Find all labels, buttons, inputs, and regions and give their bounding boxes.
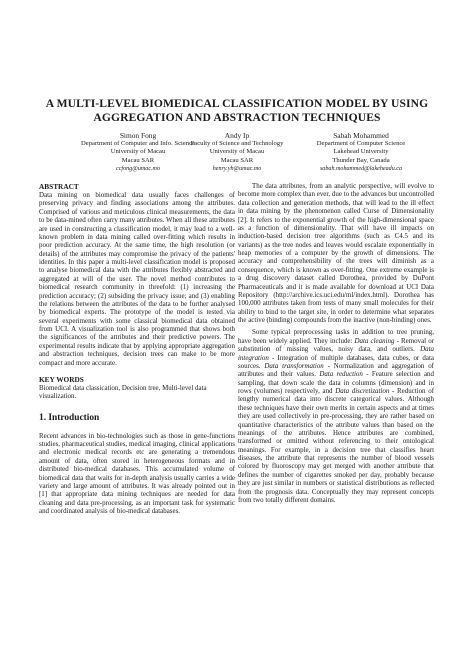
term-data-integration: Data integration [238,345,434,362]
keywords-heading: KEY WORDS [39,374,84,384]
para2-text-6: - Reduction of lengthy numerical data into discrete categorical values. Although these techniques have their own merits in certain aspects and at times they are used collectively in pre-processing, they are rather based on quantitative characteristics of the attribute values than based on the meanings of the attributes. Hence attributes are combined, transformed or omitted without referencing to their ontological meanings. For example, in a decision tree that classifies heart diseases, the attribute that represents the number of blood vessels colored by fluoroscopy may get merged with another attribute that defines the number of cigarettes smoked per day, probably because they are just similar in numbers or statistical distributions as reflected from the prognosis data. Conceptually they may represent concepts from two totally different domains. [238,387,435,504]
para2-text-3: - Integration of multiple databases, data cubes, or data sources. [238,353,434,370]
author-3 [286,131,436,173]
para2-text-2: - Removal or substitution of missing values, noisy data, and outliers. [238,336,434,354]
para2-text-5: - Feature selection and sampling, that down scale the data in columns (dimension) and in rows (volumes) respectively, and [238,370,434,395]
right-column [238,182,434,504]
keywords-block [39,375,235,401]
body-paragraph-2 [238,328,434,504]
author-department: Faculty of Science and Technology [190,140,284,147]
intro-text: Recent advances in bio-technologies such as those in gene-functions studies, pharmaceutical studies, medical imaging, clinical applications and electronic medical records etc are generating a tremendous amount of data, often stored in heterogeneous formats and in distributed bio-medical databases. This accumulated volume of biomedical data that waits for in-depth analysis usually carries a wide variety and large amount of attributes. It was already pointed out in [1] that appropriate data mining techniques are needed for data cleaning and data pre-processing, as an important task for systematic and coordinated analysis of bio-medical databases. [39,431,235,515]
author-email[interactable]: henry.yh@umac.mo [212,165,262,172]
abstract-heading: ABSTRACT [39,182,79,191]
author-location: Thunder Bay, Canada [332,156,390,164]
author-location: Macau SAR [220,156,254,164]
author-email[interactable]: sabah.mohammed@lakeheadu.ca [319,165,403,172]
author-organization: Lakehead University [333,148,389,156]
keywords-text: Biomedical data classication, Decision tree, Multi-level data visualization. [39,383,207,401]
paper-title [30,97,444,125]
author-email[interactable]: ccfong@umac.mo [115,165,161,172]
para2-text-4: - Normalization and aggregation of attributes and their values. [238,361,434,379]
term-data-transformation: Data transformation [264,361,324,370]
para2-text-1: Some typical preprocessing tasks in addition to tree pruning, have been widely applied. They include: [238,328,434,345]
body-paragraph-1: The data attributes, from an analytic perspective, will evolve to become more complex than ever, due to the advances but uncontrolled data collection and generation methods, that will lead to the ill effect in data mining by the phenomenon called Curse of Dimensionality [2]. It refers to the exponential growth of the high-dimensional space as a function of dimensionality. That will have ill impacts on induction-based decision tree algorithms (such as C4.5 and its variants) as the tree nodes and leaves would escalate exponentially in heap memories of a computer by the growth of dimensions. The accuracy and comprehensibility of the trees will diminish as a consequence, which is known as over-fitting. One extreme example is a drug discovery dataset called Dorothea, provided by DuPont Pharmaceuticals and it is made available for download at UCI Data Repository (http://archive.ics.uci.edu/ml/index.html). Dorothea has 100,000 attributes taken from tests of many small molecules for their ability to bind to the target site, in order to determine what separates the active (binding) compounds from the inactive (non-binding) ones. [238,182,434,324]
term-data-reduction: Data reduction [319,370,363,379]
author-location: Macau SAR [121,156,155,164]
abstract-text: Data mining on biomedical data usually faces challenges of preserving privacy and finding associations among the attributes. Comprised of various and meticulous clinical measurements, the data to be data-mined often carry many attributes. When all these attributes are used in constructing a classification model, it may lead to a well-known problem in data mining called over-fitting which results in poor prediction accuracy. At the same time, the high resolution (or details) of the attributes may compromise the privacy of the patients' identities. In this paper a multi-level classification model is proposed to analyse biomedical data with the attributes flexibly abstracted and aggregated at will of the user. The novel method contributes to biomedical research community in threefold: (1) increasing the prediction accuracy; (2) subsiding the privacy issue; and (3) enabling the relations between the attributes of the data to be further analysed by biomedical experts. The prototype of the model is tested via several experiments with some classical biomedical data obtained from UCI. A visualization tool is also programmed that shows both the significances of the attributes and their predictive powers. The experimental results indicate that by applying appropriate aggregation and abstraction techniques, decision trees can make to be more compact and more accurate. [39,191,235,367]
left-column [39,182,235,515]
title-line-2: AGGREGATION AND ABSTRACTION TECHNIQUES [93,111,381,124]
author-department: Department of Computer and Info. Science [81,140,195,147]
author-name: Simon Fong [119,131,157,140]
author-department: Department of Computer Science [316,140,406,147]
term-data-cleaning: Data cleaning [354,336,395,345]
author-organization: University of Macau [209,148,265,156]
intro-heading: 1. Introduction [39,412,100,423]
author-name: Sabah Mohammed [333,131,389,140]
author-organization: University of Macau [110,148,166,156]
author-name: Andy Ip [224,131,250,140]
term-data-discretization: Data discretization [335,387,390,395]
title-line-1: A MULTI-LEVEL BIOMEDICAL CLASSIFICATION MODEL BY USING [45,97,429,110]
